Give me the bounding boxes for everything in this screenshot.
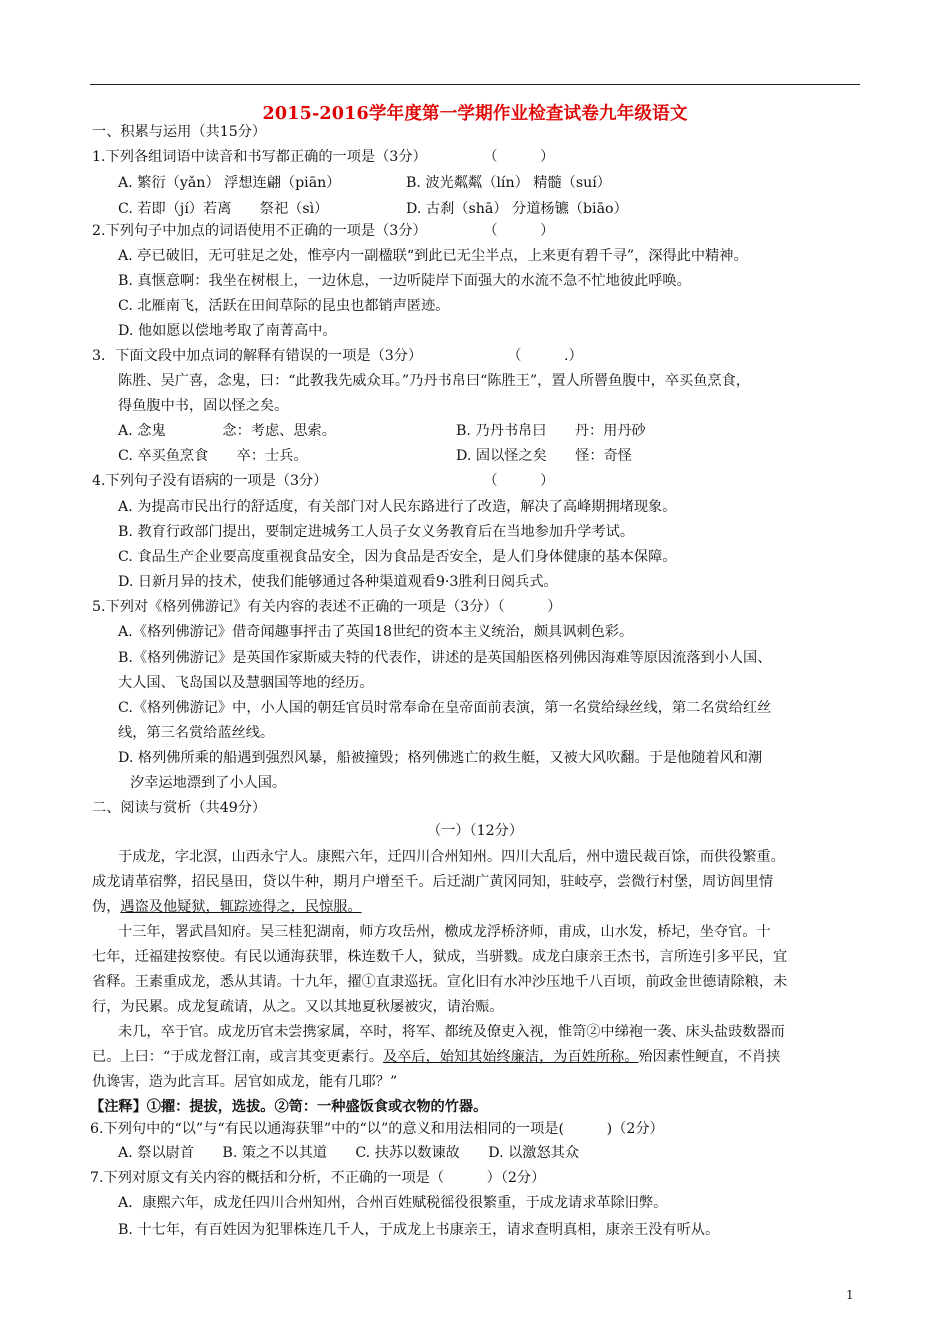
question-7: 7.下列对原文有关内容的概括和分析，不正确的一项是（ ）（2分）: [90, 1170, 546, 1186]
passage-p1-line-1: 于成龙，字北溟，山西永宁人。康熙六年，迁四川合州知州。四川大乱后，州中遗民裁百馀，而供役繁重。: [118, 849, 785, 865]
q2-option-c: C. 北雁南飞，活跃在田间草际的昆虫也都销声匿迹。: [118, 298, 450, 314]
q1-option-c: C. 若即（jí）若离 祭祀（sì）: [118, 201, 329, 217]
annotation-note: 【注释】①擢：提拔，选拔。②笥：一种盛饭食或衣物的竹器。: [90, 1099, 488, 1115]
question-3: 3．下面文段中加点词的解释有错误的一项是（3分） （ .）: [92, 348, 583, 364]
question-2: 2.下列句子中加点的词语使用不正确的一项是（3分） （ ）: [92, 223, 555, 239]
exam-title: 2015-2016学年度第一学期作业检查试卷九年级语文: [262, 104, 688, 124]
passage-p3-line-1: 未几，卒于官。成龙历官未尝携家属，卒时，将军、都统及僚吏入视，惟笥②中绨袍一袭、床头盐豉数器而: [118, 1024, 785, 1040]
subsection-heading: （一）（12分）: [426, 823, 524, 839]
q2-option-b: B. 真惬意啊：我坐在树根上，一边休息，一边听陡岸下面强大的水流不急不忙地彼此呼唤。: [118, 273, 691, 289]
passage-p3-line-2: [92, 1045, 780, 1069]
q4-option-a: A. 为提高市民出行的舒适度，有关部门对人民东路进行了改造，解决了高峰期拥堵现象。: [118, 499, 677, 515]
passage-p3-line-3: 仇谗害，造为此言耳。居官如成龙，能有几耶？”: [92, 1074, 398, 1090]
q7-option-b: B. 十七年，有百姓因为犯罪株连几千人，于成龙上书康亲王，请求查明真相，康亲王没有听从。: [118, 1222, 720, 1238]
question-1: 1.下列各组词语中读音和书写都正确的一项是（3分） （ ）: [92, 149, 555, 165]
q5-option-c-line-1: C.《格列佛游记》中，小人国的朝廷官员时常奉命在皇帝面前表演，第一名赏给绿丝线，第二名赏给红丝: [118, 700, 772, 716]
q4-option-d: D. 日新月异的技术，使我们能够通过各种渠道观看9·3胜利日阅兵式。: [118, 574, 558, 590]
underlined-sentence: 遇盗及他疑狱，辄踪迹得之，民惊服。: [120, 899, 362, 915]
underlined-sentence: 及卒后，始知其始终廉洁，为百姓所称。: [383, 1049, 639, 1065]
passage-p2-line-1: 十三年，署武昌知府。吴三桂犯湖南，师方攻岳州，檄成龙浮桥济师，甫成，山水发，桥圮，坐夺官。十: [118, 924, 771, 940]
page-number: 1: [846, 1288, 854, 1302]
q4-option-c: C. 食品生产企业要高度重视食品安全，因为食品是否安全，是人们身体健康的基本保障。: [118, 549, 677, 565]
q2-option-d: D. 他如愿以偿地考取了南菁高中。: [118, 323, 337, 339]
passage-p2-line-3: 省释。王素重成龙，悉从其请。十九年，擢①直隶巡抚。宣化旧有水冲沙压地千八百顷，前政金世德请除粮，未: [92, 974, 788, 990]
passage-p1-line-3: [92, 895, 362, 919]
passage-text: 伪，: [92, 899, 121, 915]
question-5: 5.下列对《格列佛游记》有关内容的表述不正确的一项是（3分）（ ）: [92, 599, 562, 615]
q1-option-b: B. 波光粼粼（lín） 精髓（suí）: [406, 175, 611, 191]
question-6: 6.下列句中的“以”与“有民以通海获罪”中的“以”的意义和用法相同的一项是( )（2分）: [90, 1121, 664, 1137]
passage-text: 已。上曰：“于成龙督江南，或言其变更素行。: [92, 1049, 384, 1065]
q5-option-d-line-2: 汐幸运地漂到了小人国。: [130, 775, 287, 791]
q7-option-a: A．康熙六年，成龙任四川合州知州，合州百姓赋税徭役很繁重，于成龙请求革除旧弊。: [118, 1195, 668, 1211]
header-rule: [90, 84, 860, 85]
q3-option-a: A. 念鬼 念：考虑、思索。: [118, 423, 336, 439]
q1-option-a: A. 繁衍（yǎn） 浮想连翩（piān）: [118, 175, 341, 191]
q3-passage-line-2: 得鱼腹中书，固以怪之矣。: [118, 398, 289, 414]
section-heading: 一、积累与运用（共15分）: [92, 124, 267, 140]
passage-text: 殆因素性鲠直，不肖挟: [638, 1049, 781, 1065]
q6-options: A. 祭以尉首 B. 策之不以其道 C. 扶苏以数谏故 D. 以激怒其众: [118, 1145, 580, 1161]
q3-option-b: B. 乃丹书帛曰 丹：用丹砂: [456, 423, 646, 439]
question-4: 4.下列句子没有语病的一项是（3分） （ ）: [92, 473, 555, 489]
q5-option-a: A.《格列佛游记》借奇闻趣事抨击了英国18世纪的资本主义统治，颇具讽刺色彩。: [118, 624, 634, 640]
q3-option-d: D. 固以怪之矣 怪：奇怪: [456, 448, 632, 464]
q3-passage-line-1: 陈胜、吴广喜，念鬼，曰：“此教我先威众耳。”乃丹书帛曰“陈胜王”，置人所罾鱼腹中，卒买鱼烹食，: [118, 373, 750, 389]
passage-p2-line-4: 行，为民累。成龙复疏请，从之。又以其地夏秋屡被灾，请治赈。: [92, 999, 504, 1015]
q5-option-b-line-2: 大人国、飞岛国以及慧骃国等地的经历。: [118, 675, 374, 691]
q2-option-a: A. 亭已破旧，无可驻足之处，惟亭内一副楹联“到此已无尘半点，上来更有碧千寻”，深得此中精神。: [118, 248, 748, 264]
q5-option-b-line-1: B.《格列佛游记》是英国作家斯威夫特的代表作，讲述的是英国船医格列佛因海难等原因流落到小人国、: [118, 650, 772, 666]
passage-p2-line-2: 七年，迁福建按察使。有民以通海获罪，株连数千人，狱成，当骈戮。成龙白康亲王杰书，言所连引多平民，宜: [92, 949, 788, 965]
section-heading-2: 二、阅读与赏析（共49分）: [92, 800, 267, 816]
passage-p1-line-2: 成龙请革宿弊，招民垦田，贷以牛种，期月户增至千。后迁湖广黄冈同知，驻岐亭，尝微行村堡，周访闾里情: [92, 874, 774, 890]
q5-option-d-line-1: D. 格列佛所乘的船遇到强烈风暴，船被撞毁；格列佛逃亡的救生艇，又被大风吹翻。于是他随着风和潮: [118, 750, 763, 766]
q1-option-d: D. 古刹（shā） 分道杨镳（biāo）: [406, 201, 628, 217]
q3-option-c: C. 卒买鱼烹食 卒：士兵。: [118, 448, 308, 464]
q4-option-b: B. 教育行政部门提出，要制定进城务工人员子女义务教育后在当地参加升学考试。: [118, 524, 635, 540]
q5-option-c-line-2: 线，第三名赏给蓝丝线。: [118, 725, 275, 741]
